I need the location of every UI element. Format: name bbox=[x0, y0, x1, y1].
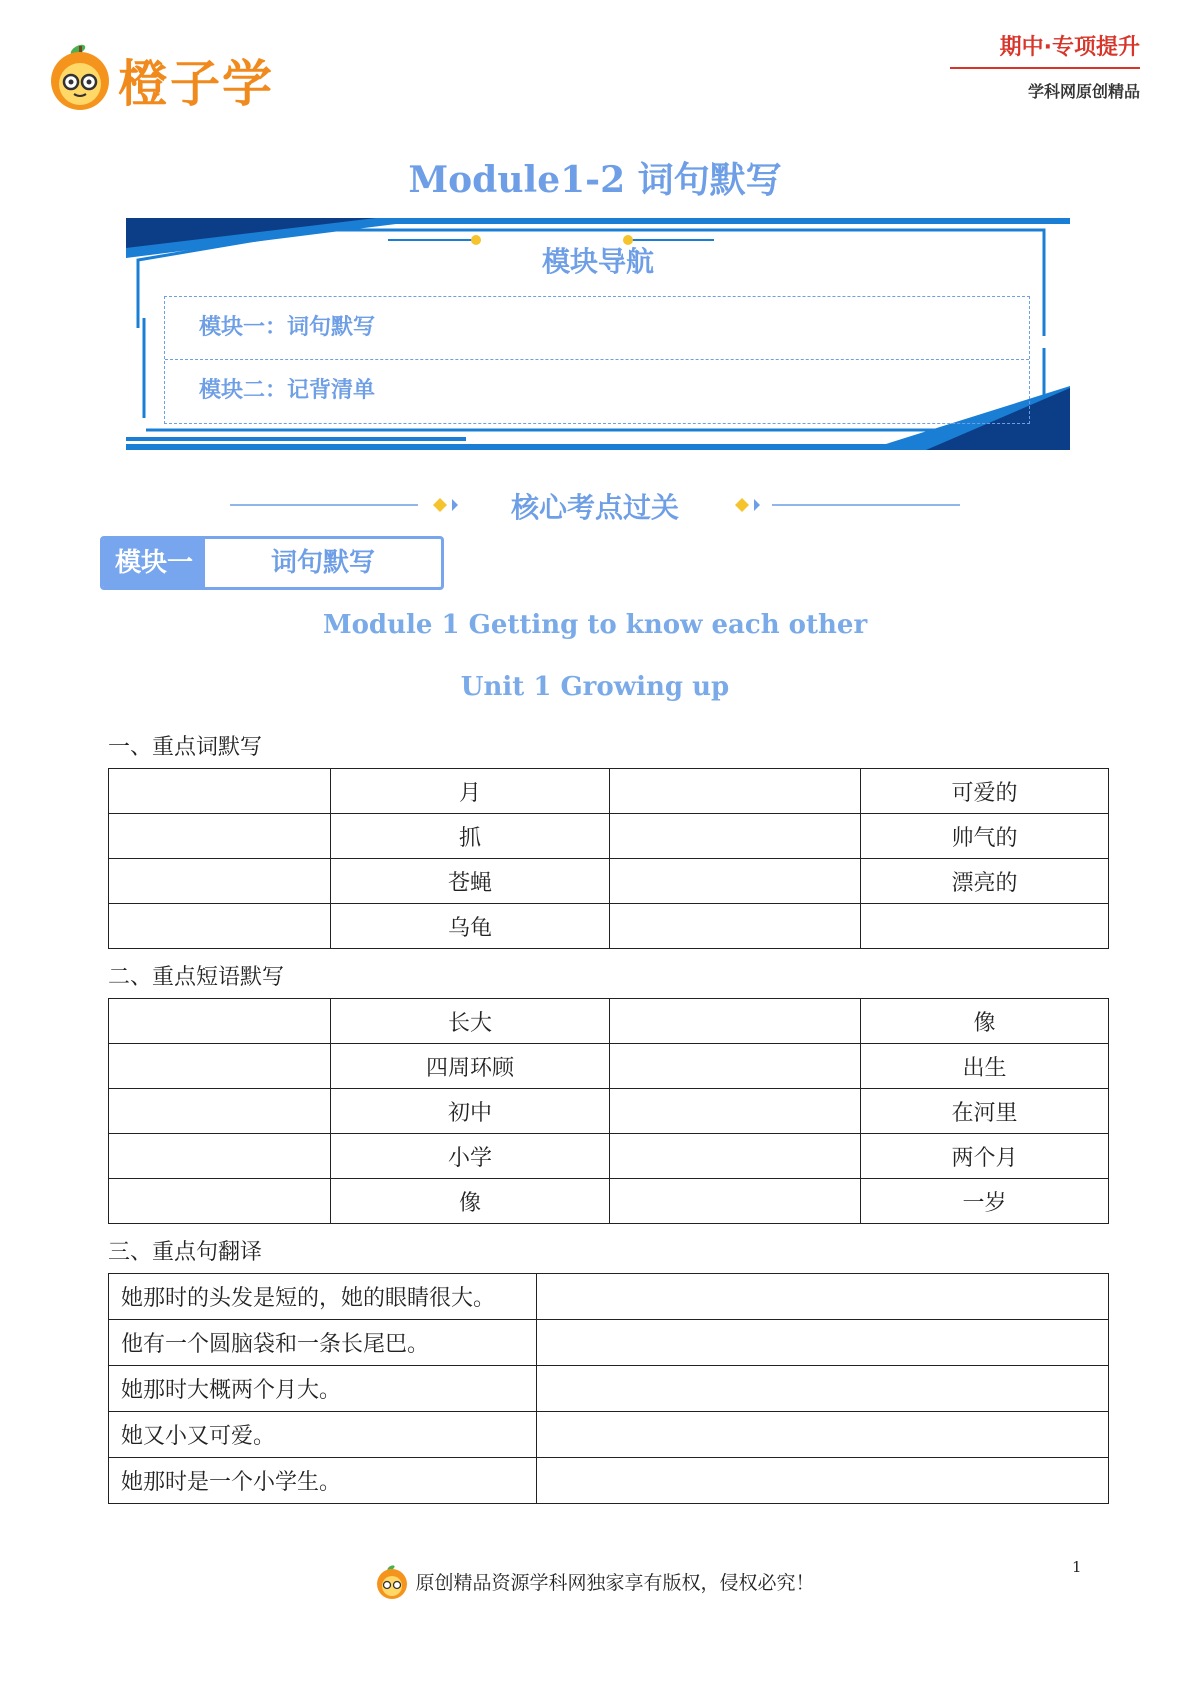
table-row bbox=[109, 814, 1109, 859]
prompt-cell: 苍蝇 bbox=[331, 859, 610, 904]
answer-cell[interactable] bbox=[610, 1089, 861, 1134]
table-row bbox=[109, 1458, 1109, 1504]
navigation-item-2[interactable]: 模块二：记背清单 bbox=[199, 378, 376, 403]
answer-cell[interactable] bbox=[109, 1089, 331, 1134]
table-row bbox=[109, 1274, 1109, 1320]
answer-cell[interactable] bbox=[610, 1179, 861, 1224]
table-row bbox=[109, 904, 1109, 949]
prompt-cell: 帅气的 bbox=[861, 814, 1109, 859]
answer-cell[interactable] bbox=[610, 999, 861, 1044]
prompt-cell: 两个月 bbox=[861, 1134, 1109, 1179]
section-label-phrases: 二、重点短语默写 bbox=[108, 965, 285, 990]
page-number: 1 bbox=[1072, 1558, 1082, 1576]
document-title: Module1-2 词句默写 bbox=[408, 159, 782, 201]
navigation-item-1[interactable]: 模块一：词句默写 bbox=[165, 297, 1029, 360]
prompt-cell: 她又小又可爱。 bbox=[109, 1412, 537, 1458]
answer-cell[interactable] bbox=[109, 814, 331, 859]
answer-cell[interactable] bbox=[610, 1134, 861, 1179]
prompt-cell: 她那时是一个小学生。 bbox=[109, 1458, 537, 1504]
answer-cell[interactable] bbox=[537, 1366, 1109, 1412]
prompt-cell: 像 bbox=[861, 999, 1109, 1044]
answer-cell[interactable] bbox=[537, 1458, 1109, 1504]
table-row bbox=[109, 1320, 1109, 1366]
prompt-cell: 出生 bbox=[861, 1044, 1109, 1089]
orange-mascot-icon bbox=[48, 36, 118, 116]
orange-mascot-icon bbox=[375, 1562, 409, 1600]
answer-cell[interactable] bbox=[109, 1179, 331, 1224]
prompt-cell: 抓 bbox=[331, 814, 610, 859]
answer-cell[interactable] bbox=[610, 1044, 861, 1089]
prompt-cell: 一岁 bbox=[861, 1179, 1109, 1224]
prompt-cell: 月 bbox=[331, 769, 610, 814]
brand-subtitle: 学科网原创精品 bbox=[1027, 82, 1140, 101]
prompt-cell: 四周环顾 bbox=[331, 1044, 610, 1089]
module-heading: Module 1 Getting to know each other bbox=[322, 610, 868, 640]
answer-cell[interactable] bbox=[537, 1412, 1109, 1458]
prompt-cell: 小学 bbox=[331, 1134, 610, 1179]
answer-cell[interactable] bbox=[109, 904, 331, 949]
prompt-cell: 像 bbox=[331, 1179, 610, 1224]
prompt-cell: 可爱的 bbox=[861, 769, 1109, 814]
brand-block bbox=[950, 30, 1140, 102]
module-navigation-panel bbox=[126, 218, 1070, 450]
answer-cell[interactable] bbox=[861, 904, 1109, 949]
table-row bbox=[109, 769, 1109, 814]
answer-cell[interactable] bbox=[109, 999, 331, 1044]
prompt-cell: 在河里 bbox=[861, 1089, 1109, 1134]
footer bbox=[0, 1562, 1190, 1605]
copyright-notice: 原创精品资源学科网独家享有版权，侵权必究！ bbox=[415, 1571, 815, 1594]
module-tab bbox=[100, 536, 444, 590]
module-tab-name: 词句默写 bbox=[270, 548, 375, 578]
answer-cell[interactable] bbox=[610, 859, 861, 904]
answer-cell[interactable] bbox=[537, 1320, 1109, 1366]
module-tab-label: 模块一 bbox=[103, 539, 205, 587]
prompt-cell: 他有一个圆脑袋和一条长尾巴。 bbox=[109, 1320, 537, 1366]
table-row bbox=[109, 999, 1109, 1044]
answer-cell[interactable] bbox=[109, 769, 331, 814]
answer-cell[interactable] bbox=[610, 769, 861, 814]
phrases-table bbox=[108, 998, 1109, 1224]
table-row bbox=[109, 1134, 1109, 1179]
prompt-cell: 长大 bbox=[331, 999, 610, 1044]
unit-heading: Unit 1 Growing up bbox=[460, 672, 730, 702]
prompt-cell: 她那时的头发是短的，她的眼睛很大。 bbox=[109, 1274, 537, 1320]
answer-cell[interactable] bbox=[109, 1134, 331, 1179]
answer-cell[interactable] bbox=[537, 1274, 1109, 1320]
answer-cell[interactable] bbox=[610, 904, 861, 949]
sentences-table bbox=[108, 1273, 1109, 1504]
table-row bbox=[109, 859, 1109, 904]
section-label-sentences: 三、重点句翻译 bbox=[108, 1240, 263, 1265]
navigation-title: 模块导航 bbox=[541, 245, 654, 278]
prompt-cell: 漂亮的 bbox=[861, 859, 1109, 904]
prompt-cell: 她那时大概两个月大。 bbox=[109, 1366, 537, 1412]
answer-cell[interactable] bbox=[610, 814, 861, 859]
answer-cell[interactable] bbox=[109, 859, 331, 904]
table-row bbox=[109, 1366, 1109, 1412]
core-section-heading: 核心考点过关 bbox=[510, 491, 679, 524]
logo-text: 橙子学 bbox=[118, 55, 274, 113]
navigation-list bbox=[164, 296, 1030, 424]
table-row bbox=[109, 1089, 1109, 1134]
logo bbox=[48, 36, 308, 116]
prompt-cell: 初中 bbox=[331, 1089, 610, 1134]
table-row bbox=[109, 1179, 1109, 1224]
words-table bbox=[108, 768, 1109, 949]
section-label-words: 一、重点词默写 bbox=[108, 735, 263, 760]
answer-cell[interactable] bbox=[109, 1044, 331, 1089]
table-row bbox=[109, 1412, 1109, 1458]
prompt-cell: 乌龟 bbox=[331, 904, 610, 949]
brand-tag: 期中·专项提升 bbox=[950, 30, 1140, 69]
table-row bbox=[109, 1044, 1109, 1089]
